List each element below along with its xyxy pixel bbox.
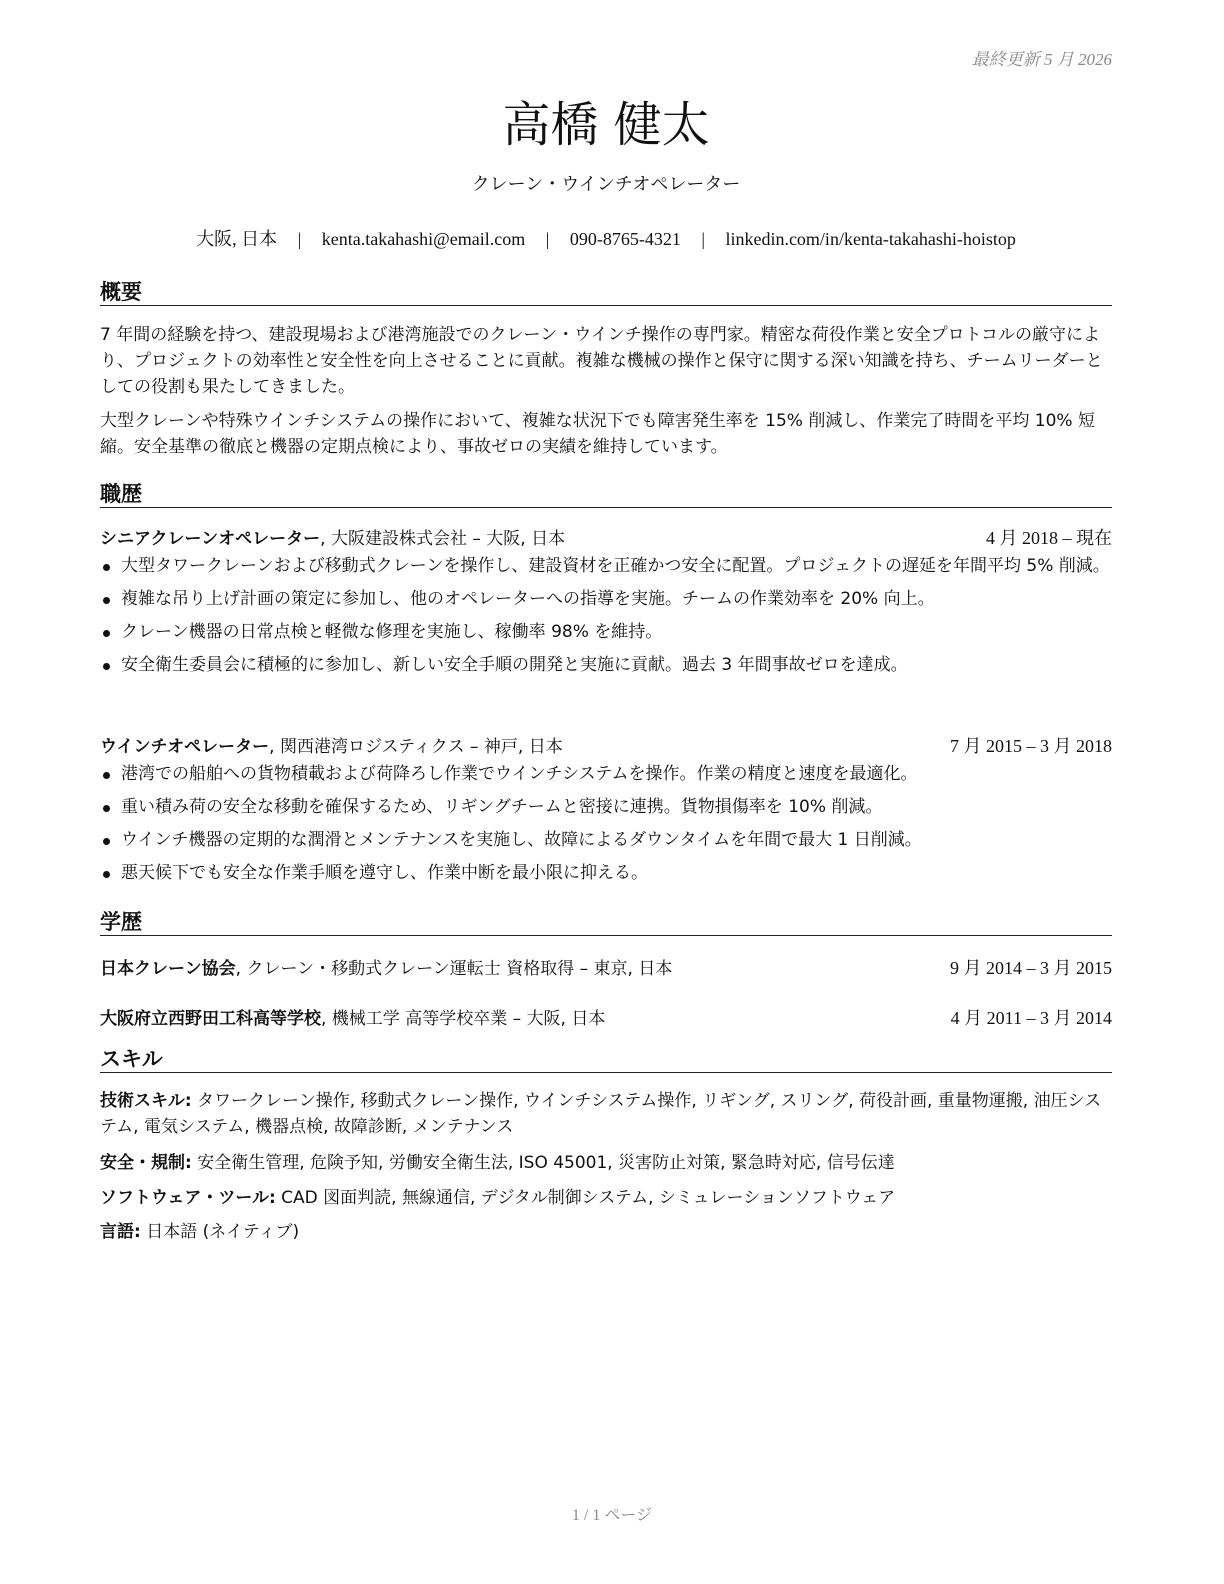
list-item: 港湾での船舶への貨物積載および荷降ろし作業でウインチシステムを操作。作業の精度と速度を最適化。: [100, 762, 1112, 787]
list-item: 悪天候下でも安全な作業手順を遵守し、作業中断を最小限に抑える。: [100, 861, 1112, 886]
skill-value: CAD 図面判読, 無線通信, デジタル制御システム, シミュレーションソフトウェア: [275, 1188, 896, 1208]
section-title-experience: 職歴: [100, 478, 1112, 508]
skill-line: [100, 1088, 1112, 1140]
skill-label: ソフトウェア・ツール:: [100, 1188, 276, 1208]
page-number: 1 / 1 ページ: [571, 1507, 653, 1524]
candidate-name: 高橋 健太: [502, 97, 710, 153]
experience-bullets: [100, 554, 1112, 686]
skill-line: [100, 1219, 1112, 1245]
section-title-summary: 概要: [100, 276, 1112, 306]
experience-entry-header: [100, 524, 1112, 550]
skill-label: 安全・規制:: [100, 1153, 192, 1173]
job-title: ウインチオペレーター: [100, 737, 270, 757]
list-item: 大型タワークレーンおよび移動式クレーンを操作し、建設資材を正確かつ安全に配置。プロジェクトの遅延を年間平均 5% 削減。: [100, 554, 1112, 579]
education-school-line: [100, 954, 672, 980]
summary-paragraph: 大型クレーンや特殊ウインチシステムの操作において、複雑な状況下でも障害発生率を 15% 削減し、作業完了時間を平均 10% 短縮。安全基準の徹底と機器の定期点検により、事故ゼロの実績を維持しています。: [100, 411, 1095, 457]
skill-label: 技術スキル:: [100, 1091, 192, 1111]
skill-label: 言語:: [100, 1222, 141, 1242]
education-school-line: [100, 1004, 605, 1030]
skill-line: [100, 1185, 1112, 1211]
experience-role: [100, 732, 563, 758]
experience-role: [100, 524, 565, 550]
contact-separator: |: [545, 229, 550, 249]
education-dates: 9 月 2014 – 3 月 2015: [950, 958, 1112, 978]
contact-separator: |: [297, 229, 302, 249]
skill-value: 日本語 (ネイティブ): [140, 1222, 300, 1242]
contact-location: 大阪, 日本: [196, 229, 278, 249]
degree-location: , クレーン・移動式クレーン運転士 資格取得 – 東京, 日本: [235, 959, 673, 979]
experience-dates: 7 月 2015 – 3 月 2018: [950, 736, 1112, 756]
job-title: シニアクレーンオペレーター: [100, 529, 321, 549]
school-name: 大阪府立西野田工科高等学校: [100, 1009, 321, 1029]
experience-entry-header: [100, 732, 1112, 758]
contact-line: [100, 225, 1112, 251]
list-item: 重い積み荷の安全な移動を確保するため、リギングチームと密接に連携。貨物損傷率を 10% 削減。: [100, 795, 1112, 820]
experience-bullets: [100, 762, 1112, 894]
school-name: 日本クレーン協会: [100, 959, 236, 979]
degree-location: , 機械工学 高等学校卒業 – 大阪, 日本: [321, 1009, 606, 1029]
education-entry: [100, 954, 1112, 980]
list-item: 複雑な吊り上げ計画の策定に参加し、他のオペレーターへの指導を実施。チームの作業効率を 20% 向上。: [100, 587, 1112, 612]
experience-dates: 4 月 2018 – 現在: [986, 528, 1112, 548]
contact-linkedin[interactable]: linkedin.com/in/kenta-takahashi-hoistop: [725, 229, 1016, 249]
contact-separator: |: [701, 229, 705, 249]
list-item: 安全衛生委員会に積極的に参加し、新しい安全手順の開発と実施に貢献。過去 3 年間事故ゼロを達成。: [100, 653, 1112, 678]
skill-value: タワークレーン操作, 移動式クレーン操作, ウインチシステム操作, リギング, スリング, 荷役計画, 重量物運搬, 油圧システム, 電気システム, 機器点検, 故障診断, メンテナンス: [100, 1091, 1102, 1137]
employer-location: , 大阪建設株式会社 – 大阪, 日本: [320, 529, 566, 549]
section-title-skills: スキル: [100, 1043, 1112, 1073]
section-title-education: 学歴: [100, 906, 1112, 936]
summary-paragraph: 7 年間の経験を持つ、建設現場および港湾施設でのクレーン・ウインチ操作の専門家。精密な荷役作業と安全プロトコルの厳守により、プロジェクトの効率性と安全性を向上させることに貢献。複雑な機械の操作と保守に関する深い知識を持ち、チームリーダーとしての役割も果たしてきました。: [100, 325, 1103, 397]
last-updated: 最終更新 5 月 2026: [971, 50, 1112, 69]
list-item: ウインチ機器の定期的な潤滑とメンテナンスを実施し、故障によるダウンタイムを年間で最大 1 日削減。: [100, 828, 1112, 853]
skill-line: [100, 1150, 1112, 1176]
contact-phone: 090-8765-4321: [569, 229, 681, 249]
education-dates: 4 月 2011 – 3 月 2014: [950, 1008, 1112, 1028]
employer-location: , 関西港湾ロジスティクス – 神戸, 日本: [269, 737, 563, 757]
education-entry: [100, 1004, 1112, 1030]
list-item: クレーン機器の日常点検と軽微な修理を実施し、稼働率 98% を維持。: [100, 620, 1112, 645]
skill-value: 安全衛生管理, 危険予知, 労働安全衛生法, ISO 45001, 災害防止対策, 緊急時対応, 信号伝達: [191, 1153, 895, 1173]
contact-email[interactable]: kenta.takahashi@email.com: [321, 229, 526, 249]
job-headline: クレーン・ウインチオペレーター: [471, 174, 741, 195]
